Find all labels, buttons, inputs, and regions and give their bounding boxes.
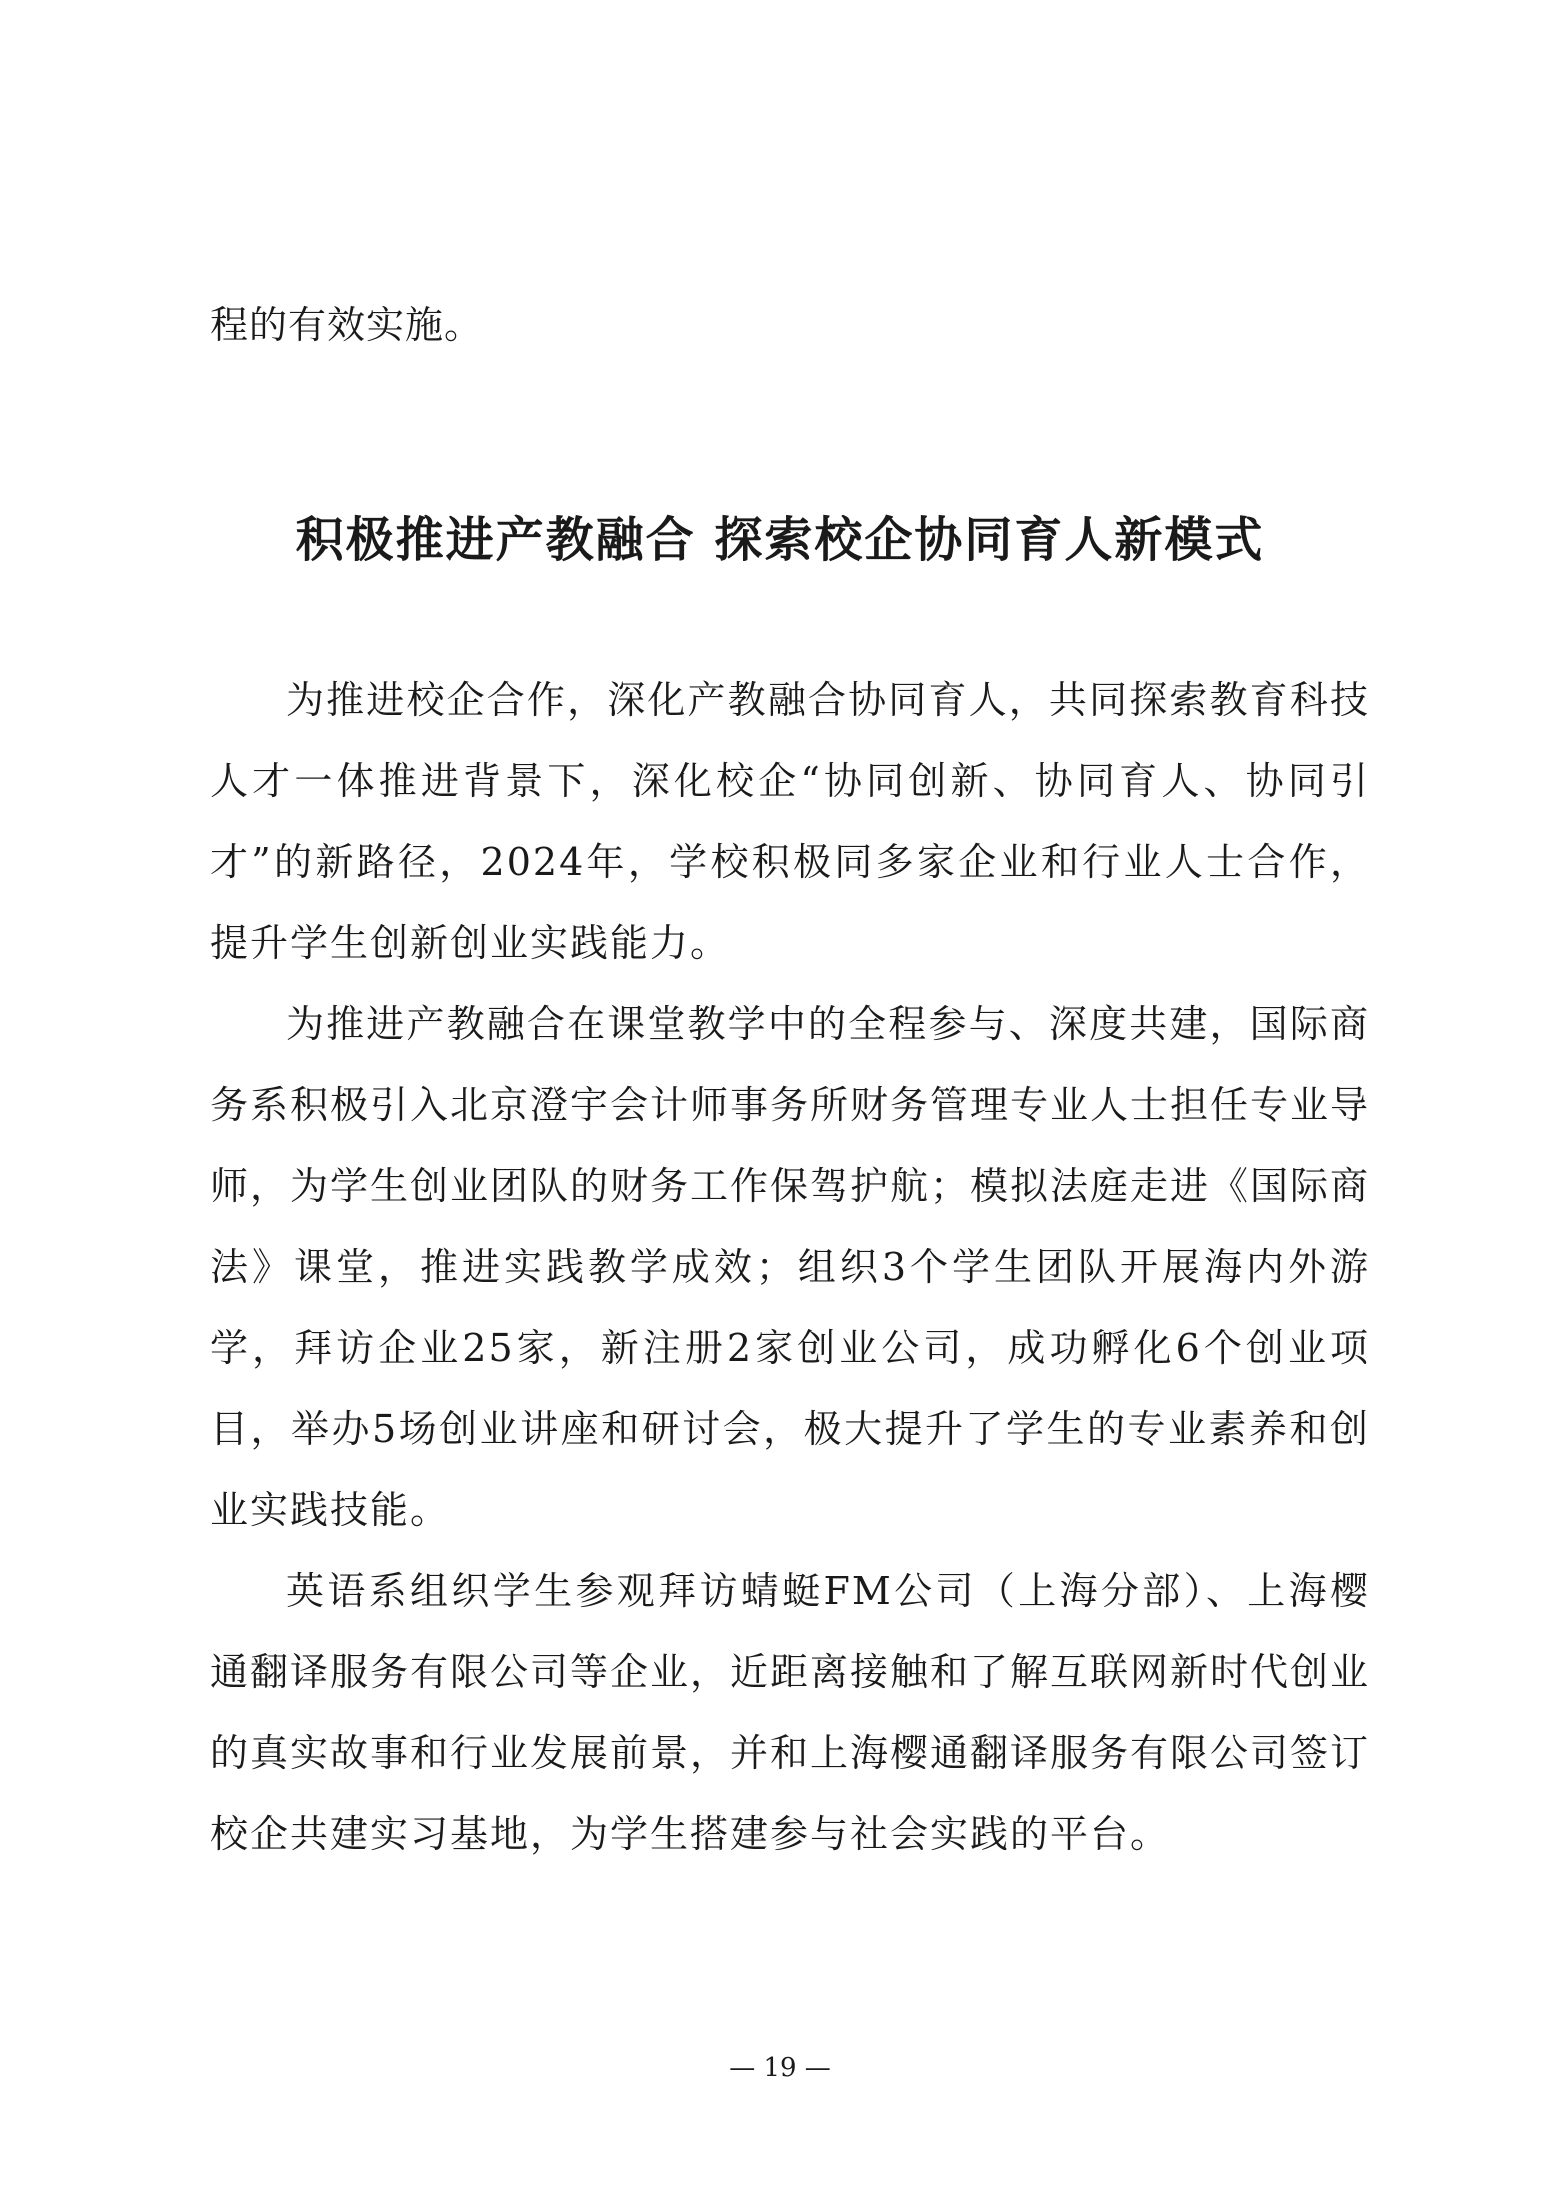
paragraph-2: 为推进产教融合在课堂教学中的全程参与、深度共建，国际商务系积极引入北京澄宇会计师事务所财务管理专业人士担任专业导师，为学生创业团队的财务工作保驾护航；模拟法庭走进《国际商法》课堂，推进实践教学成效；组织3个学生团队开展海内外游学，拜访企业25家，新注册2家创业公司，成功孵化6个创业项目，举办5场创业讲座和研讨会，极大提升了学生的专业素养和创业实践技能。 xyxy=(210,1002,1371,1532)
continuation-text: 程的有效实施。 xyxy=(210,303,484,347)
body-text xyxy=(210,660,1370,1875)
section-title: 积极推进产教融合 探索校企协同育人新模式 xyxy=(295,512,1265,568)
page-number: — 19 — xyxy=(729,2053,831,2083)
paragraph-1: 为推进校企合作，深化产教融合协同育人，共同探索教育科技人才一体推进背景下，深化校企“协同创新、协同育人、协同引才”的新路径，2024年，学校积极同多家企业和行业人士合作，提升学生创新创业实践能力。 xyxy=(210,678,1370,965)
paragraph-3: 英语系组织学生参观拜访蜻蜓FM公司（上海分部）、上海樱通翻译服务有限公司等企业，近距离接触和了解互联网新时代创业的真实故事和行业发展前景，并和上海樱通翻译服务有限公司签订校企共建实习基地，为学生搭建参与社会实践的平台。 xyxy=(210,1569,1371,1856)
